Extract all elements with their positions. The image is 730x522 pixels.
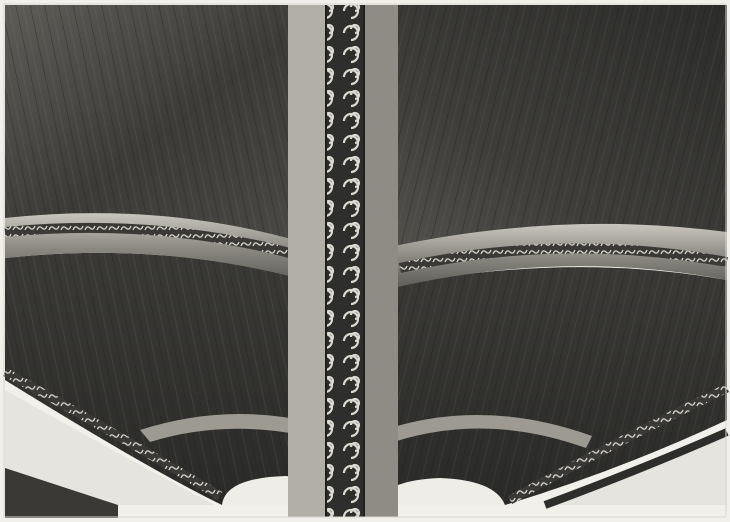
central-beam-ornament-band (326, 5, 364, 517)
central-beam-right-face (362, 5, 398, 517)
central-beam-left-face (288, 5, 328, 517)
